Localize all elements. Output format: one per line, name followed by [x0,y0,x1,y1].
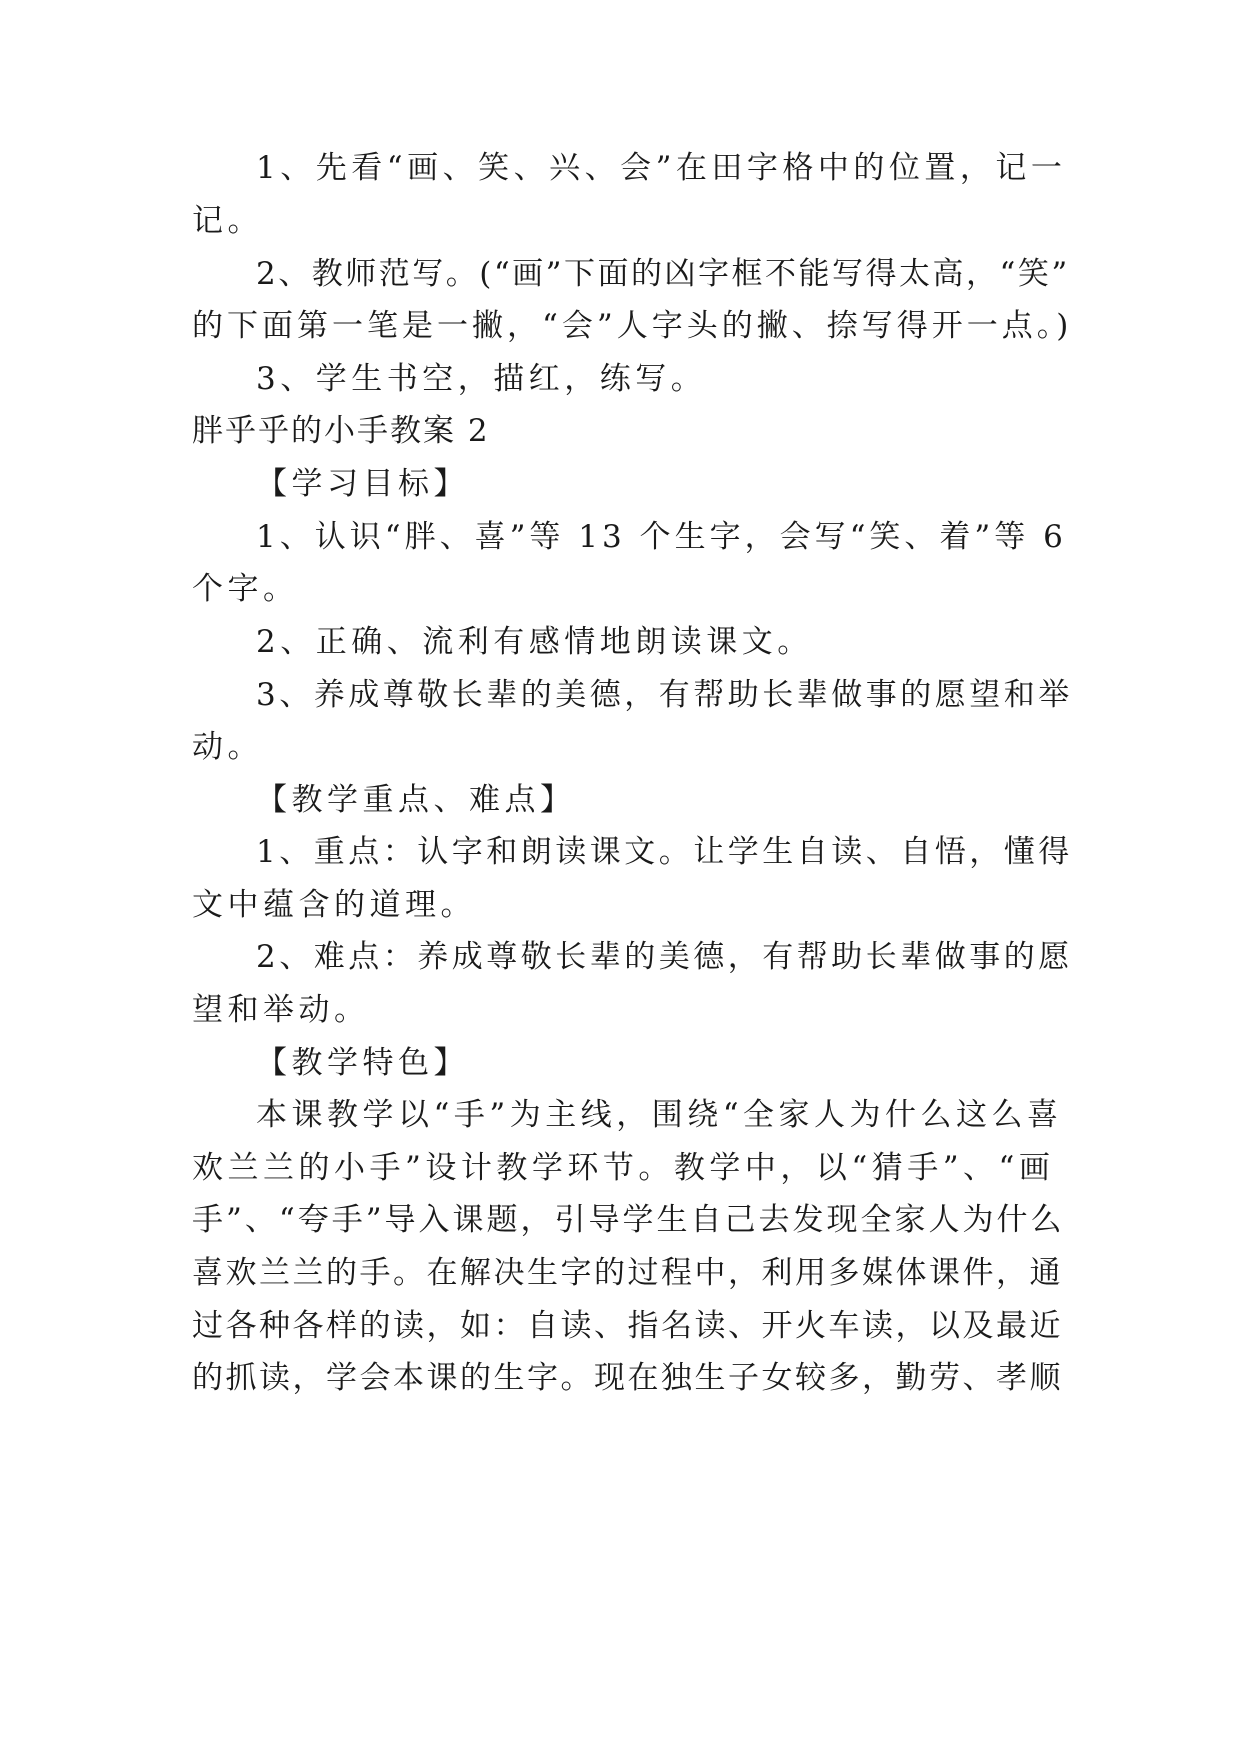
paragraph-line: 2、教师范写。(“画”下面的凶字框不能写得太高，“笑” [256,256,1070,292]
paragraph-line: 1、认识“胖、喜”等 13 个生字，会写“笑、着”等 6 [256,519,1067,555]
paragraph-line: 过各种各样的读，如：自读、指名读、开火车读，以及最近 [192,1308,1063,1344]
paragraph-line: 的下面第一笔是一撇，“会”人字头的撇、捺写得开一点。) [192,308,1073,344]
paragraph-line: 本课教学以“手”为主线，围绕“全家人为什么这么喜 [256,1097,1063,1133]
paragraph-line: 个字。 [192,571,299,607]
paragraph-line: 喜欢兰兰的手。在解决生字的过程中，利用多媒体课件，通 [192,1255,1063,1291]
section-heading: 【教学重点、难点】 [256,782,576,818]
paragraph-line: 望和举动。 [192,992,370,1028]
section-title: 胖乎乎的小手教案 2 [192,413,490,449]
paragraph-line: 2、难点：养成尊敬长辈的美德，有帮助长辈做事的愿 [256,939,1073,975]
paragraph-line: 1、重点：认字和朗读课文。让学生自读、自悟，懂得 [256,834,1073,870]
paragraph-line: 文中蕴含的道理。 [192,887,476,923]
paragraph-line: 的抓读，学会本课的生字。现在独生子女较多，勤劳、孝顺 [192,1360,1063,1396]
paragraph-line: 手”、“夸手”导入课题，引导学生自己去发现全家人为什么 [192,1202,1065,1238]
paragraph-line: 欢兰兰的小手”设计教学环节。教学中，以“猜手”、“画 [192,1150,1055,1186]
paragraph-line: 1、先看“画、笑、兴、会”在田字格中的位置，记一 [256,150,1067,186]
section-heading: 【学习目标】 [256,466,469,502]
paragraph-line: 3、学生书空，描红，练写。 [256,361,707,397]
paragraph-line: 记。 [192,203,263,239]
paragraph-line: 2、正确、流利有感情地朗读课文。 [256,624,813,660]
section-heading: 【教学特色】 [256,1045,469,1081]
paragraph-line: 3、养成尊敬长辈的美德，有帮助长辈做事的愿望和举 [256,677,1073,713]
paragraph-line: 动。 [192,729,263,765]
